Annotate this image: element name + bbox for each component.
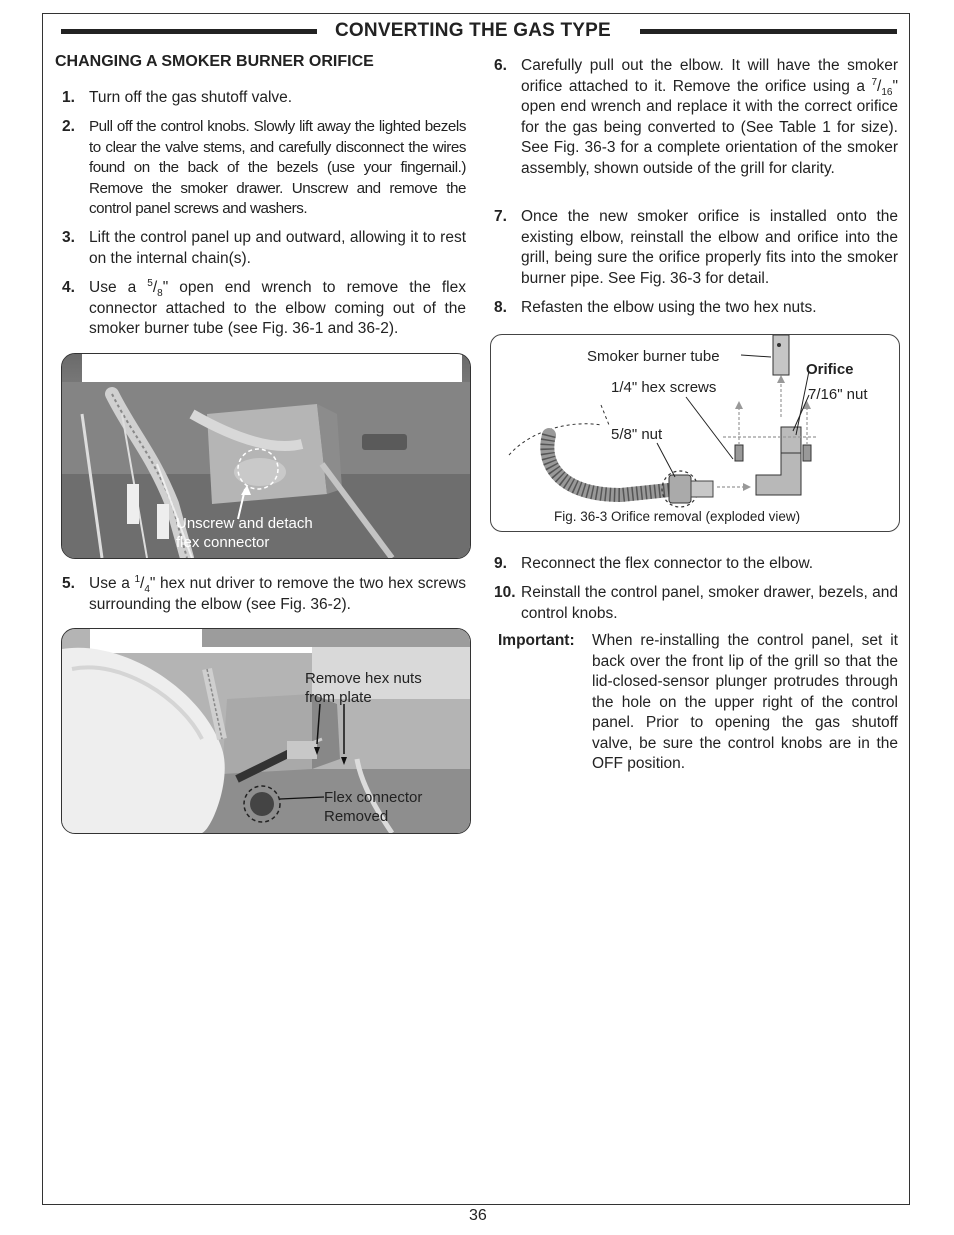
figure-36-1-caption: Unscrew and detach flex connector: [176, 515, 313, 551]
step-7: 7. Once the new smoker orifice is installed onto the existing elbow, reinstall the elbow and orifice into the grill, being sure the orifice properly fits into the smoker burner pipe. See Fig. 36-3 for detail.: [494, 208, 898, 287]
page-number: 36: [469, 1207, 487, 1224]
figure-36-2-caption-flex: Flex connector Removed: [324, 789, 423, 825]
figure-36-3-diagram: [490, 334, 900, 532]
step-1: 1. Turn off the gas shutoff valve.: [62, 89, 293, 106]
header-rule-right: [640, 29, 897, 34]
label-smoker-burner-tube: Smoker burner tube: [587, 348, 720, 365]
step-8: 8. Refasten the elbow using the two hex nuts.: [494, 299, 817, 316]
label-5-8-nut: 5/8" nut: [611, 426, 663, 443]
figure-36-2-caption-hex: Remove hex nuts from plate: [305, 670, 422, 706]
step-3: 3. Lift the control panel up and outward, allowing it to rest on the internal chain(s).: [62, 229, 466, 267]
figure-36-2-photo: [61, 628, 471, 834]
step-5: 5. Use a $^1/_4$" hex nut driver to remove the two hex screws surrounding the elbow (see Fig. 36-2).: [62, 573, 466, 613]
step-9: 9. Reconnect the flex connector to the elbow.: [494, 555, 814, 572]
label-orifice: Orifice: [806, 361, 854, 378]
step-6: 6. Carefully pull out the elbow. It will have the smoker orifice attached to it. Remove the orifice using a $^7/_{16}$" open end wrench and replace it with the correct orifice for the gas being converted to (See Table 1 for size). See Fig. 36-3 for a complete orientation of the smoker assembly, shown outside of the grill for clarity.: [494, 57, 898, 177]
label-7-16-nut: 7/16" nut: [808, 386, 868, 403]
section-subhead: CHANGING A SMOKER BURNER ORIFICE: [55, 53, 374, 70]
label-hex-screws: 1/4" hex screws: [611, 379, 717, 396]
step-2: 2. Pull off the control knobs. Slowly lift away the lighted bezels to clear the valve stems, and carefully disconnect the wires found on the back of the bezels (use your fingernail.) Remove the smoker drawer. Unscrew and remove the control panel screws and washers.: [62, 118, 466, 217]
figure-36-1-photo: [61, 353, 471, 559]
header-rule-left: [61, 29, 317, 34]
step-4: 4. Use a $^5/_8$" open end wrench to remove the flex connector attached to the elbow coming out of the smoker burner tube (see Fig. 36-1 and 36-2).: [62, 277, 466, 337]
figure-36-3-caption: Fig. 36-3 Orifice removal (exploded view): [554, 509, 801, 524]
page-title: CONVERTING THE GAS TYPE: [335, 20, 611, 41]
step-10: 10. Reinstall the control panel, smoker drawer, bezels, and control knobs.: [494, 584, 898, 622]
important-label: Important:: [498, 632, 575, 649]
important-text: When re-installing the control panel, set it back over the front lip of the grill so that the lid-closed-sensor plunger protrudes through the hole on the upper right of the control panel. Prior to opening the gas shutoff valve, be sure the control knobs are in the OFF position.: [592, 632, 898, 772]
important-note: [498, 631, 898, 775]
